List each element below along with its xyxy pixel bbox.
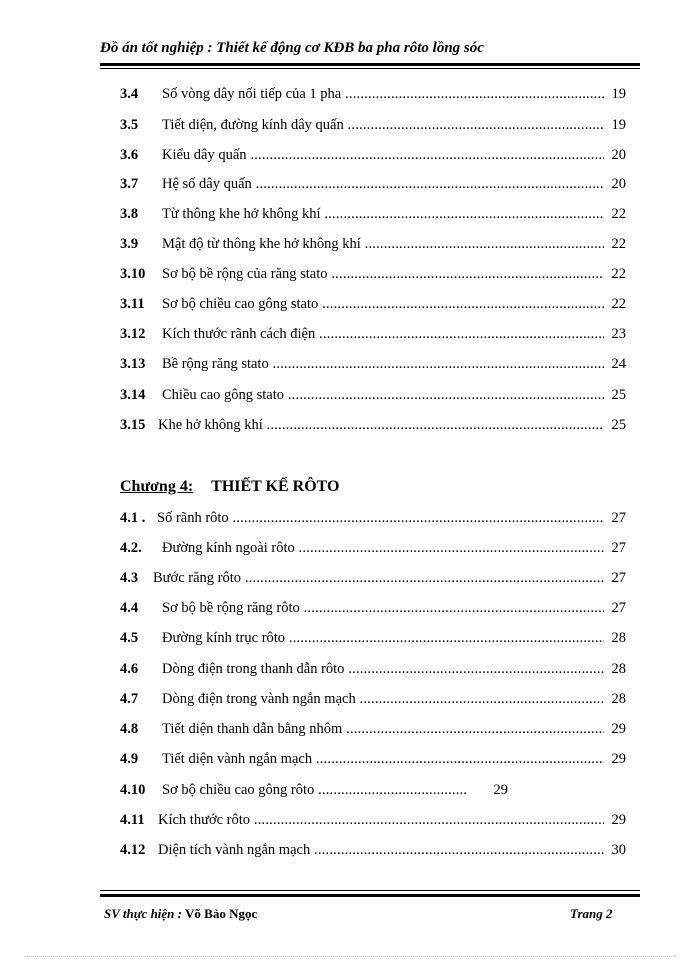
toc-entry-title: Mật độ từ thông khe hở không khí ..... [162,234,604,254]
toc-entry-title: Kiểu dây quấn ..... [162,145,604,165]
toc-entry-page: 28 [611,661,626,677]
page-edge-divider [24,956,676,957]
page-header-title: Đồ án tốt nghiệp : Thiết kế động cơ KĐB ba pha rôto lồng sóc [100,40,484,56]
toc-entry-number: 4.11 [120,812,145,828]
toc-entry-page: 29 [611,812,626,828]
toc-entry-page: 19 [611,86,626,102]
chapter-heading[interactable] [120,478,339,496]
toc-entry-number: 3.6 [120,147,139,163]
toc-entry-number: 3.15 [120,417,146,433]
toc-entry-number: 4.12 [120,842,146,858]
toc-entry-page: 28 [611,691,626,707]
toc-entry-title: Kích thước rôto ..... [158,810,604,830]
toc-entry-number: 3.10 [120,266,146,282]
toc-entry-page: 29 [611,721,626,737]
toc-entry-number: 4.9 [120,751,139,767]
toc-entry[interactable] [120,234,626,254]
toc-entry[interactable] [120,598,626,618]
toc-entry-page: 19 [611,117,626,133]
toc-entry-number: 3.5 [120,117,139,133]
toc-entry[interactable] [120,324,626,344]
toc-entry-title: Sơ bộ bề rộng của răng stato ..... [162,264,604,284]
toc-entry-title: Đường kính ngoài rôto ..... [162,538,604,558]
toc-entry[interactable] [120,689,626,709]
toc-entry-title: Tiết diện vành ngắn mạch ..... [162,749,604,769]
toc-entry-number: 3.8 [120,206,139,222]
toc-entry-number: 3.12 [120,326,146,342]
toc-entry-page: 22 [611,206,626,222]
footer-author [104,906,257,922]
toc-entry-page: 24 [611,356,626,372]
footer-rule-thick [100,894,640,897]
toc-entry-title: Kích thước rãnh cách điện ..... [162,324,604,344]
toc-entry-title: Số rãnh rôto ..... [157,508,604,528]
toc-entry[interactable] [120,538,626,558]
toc-entry[interactable] [120,115,626,135]
toc-entry-page: 20 [611,176,626,192]
toc-entry[interactable] [120,508,626,528]
toc-entry-number: 4.8 [120,721,139,737]
toc-entry-number: 4.7 [120,691,139,707]
toc-entry-title: Sơ bộ bề rộng răng rôto ..... [162,598,604,618]
toc-entry-page: 25 [611,387,626,403]
toc-entry[interactable] [120,719,626,739]
toc-entry-page: 29 [493,782,508,798]
toc-entry-page: 20 [611,147,626,163]
toc-entry-number: 3.13 [120,356,146,372]
header-rule-thick [100,63,640,66]
toc-entry-title: Dòng điện trong vành ngắn mạch ..... [162,689,604,709]
toc-entry-title: Bước răng rôto ..... [153,568,604,588]
toc-entry-number: 3.14 [120,387,146,403]
toc-entry-number: 4.10 [120,782,146,798]
toc-entry[interactable] [120,628,626,648]
toc-entry-page: 27 [611,510,626,526]
footer-author-label: SV thực hiện : [104,906,182,921]
toc-entry-number: 4.6 [120,661,139,677]
toc-entry-title: Đường kính trục rôto ..... [162,628,604,648]
toc-entry-number: 4.3 [120,570,139,586]
toc-entry-page: 28 [611,630,626,646]
toc-entry-title: Sơ bộ chiều cao gông stato ..... [162,294,604,314]
toc-entry[interactable] [120,659,626,679]
toc-entry-number: 4.4 [120,600,139,616]
toc-entry-title: Bề rộng răng stato ..... [162,354,604,374]
toc-entry[interactable] [120,568,626,588]
toc-entry-number: 4.2. [120,540,142,556]
toc-entry[interactable] [120,354,626,374]
toc-entry[interactable] [120,145,626,165]
toc-entry-title: Dòng điện trong thanh dẫn rôto ..... [162,659,604,679]
toc-entry-title: Tiết diện, đường kính dây quấn ..... [162,115,604,135]
toc-entry-number: 3.4 [120,86,139,102]
toc-entry-page: 25 [611,417,626,433]
toc-entry-page: 22 [611,296,626,312]
toc-entry[interactable] [120,840,626,860]
toc-entry-page: 27 [611,540,626,556]
toc-entry[interactable] [120,264,626,284]
toc-entry[interactable] [120,204,626,224]
toc-entry-number: 3.11 [120,296,145,312]
toc-entry-page: 22 [611,266,626,282]
footer-author-name: Võ Bảo Ngọc [185,906,258,921]
toc-entry-number: 3.7 [120,176,139,192]
toc-entry[interactable] [120,84,626,104]
footer-rule-thin [100,890,640,891]
header-rule-thin [100,68,640,69]
chapter-title: THIẾT KẾ RÔTO [211,478,340,495]
toc-entry-title: Từ thông khe hở không khí ..... [162,204,604,224]
toc-entry[interactable] [120,294,626,314]
toc-entry-title: Chiều cao gông stato ..... [162,385,604,405]
toc-entry[interactable] [120,174,626,194]
toc-entry-title: Khe hở không khí ..... [158,415,604,435]
toc-entry-page: 27 [611,600,626,616]
toc-entry-title: Số vòng dây nối tiếp của 1 pha ..... [162,84,604,104]
toc-entry-title: Tiết diện thanh dẫn bằng nhôm ..... [162,719,604,739]
toc-entry-title: Diện tích vành ngắn mạch ..... [158,840,604,860]
footer-page-number: Trang 2 [570,906,613,921]
toc-entry[interactable] [120,385,626,405]
toc-entry[interactable] [120,780,626,800]
toc-entry-number: 4.5 [120,630,139,646]
toc-entry[interactable] [120,810,626,830]
toc-entry-title: Hệ số dây quấn ..... [162,174,604,194]
toc-entry-page: 30 [611,842,626,858]
toc-entry-title: Sơ bộ chiều cao gông rôto ..... [162,780,468,800]
toc-entry-page: 23 [611,326,626,342]
toc-entry-page: 22 [611,236,626,252]
toc-entry[interactable] [120,415,626,435]
toc-entry-number: 4.1 . [120,510,146,526]
toc-entry-number: 3.9 [120,236,139,252]
chapter-label: Chương 4: [120,478,194,495]
toc-entry-page: 29 [611,751,626,767]
toc-entry-page: 27 [611,570,626,586]
toc-entry[interactable] [120,749,626,769]
